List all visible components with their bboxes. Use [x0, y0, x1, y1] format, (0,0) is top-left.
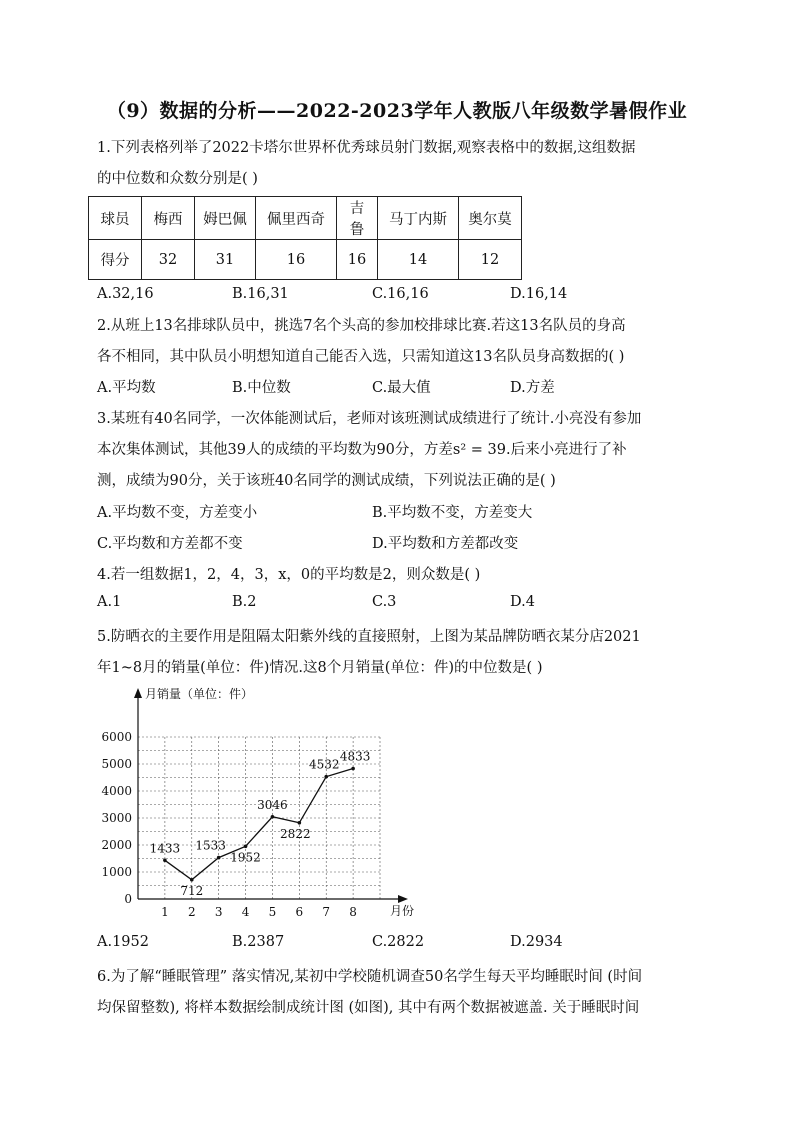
chart-axes — [134, 688, 408, 903]
table-cell: 31 — [195, 240, 256, 280]
table-cell: 佩里西奇 — [256, 197, 337, 240]
q5-option-a: A.1952 — [97, 934, 149, 950]
q2-option-b: B.中位数 — [232, 380, 291, 396]
table-cell: 吉鲁 — [337, 197, 378, 240]
q3-option-c: C.平均数和方差都不变 — [97, 536, 243, 552]
data-label: 3046 — [257, 797, 288, 812]
q3-text-line3: 测，成绩为90分，关于该班40名同学的测试成绩，下列说法正确的是( ) — [97, 473, 556, 489]
score-table — [88, 196, 522, 280]
data-point — [244, 844, 248, 848]
data-points — [163, 767, 355, 882]
data-point — [217, 856, 221, 860]
table-cell: 得分 — [89, 240, 142, 280]
sales-line-chart — [101, 684, 420, 924]
table-cell: 16 — [256, 240, 337, 280]
x-tick-label: 8 — [349, 905, 357, 919]
q2-text-line1: 2.从班上13名排球队员中，挑选7名个头高的参加校排球比赛.若这13名队员的身高 — [97, 318, 626, 334]
y-tick-label: 6000 — [101, 730, 132, 744]
table-cell: 马丁内斯 — [378, 197, 459, 240]
table-cell: 16 — [337, 240, 378, 280]
data-label: 1533 — [195, 838, 226, 853]
y-axis-label: 月销量（单位：件） — [145, 687, 254, 701]
table-cell: 12 — [459, 240, 522, 280]
y-tick-label: 4000 — [101, 784, 132, 798]
q1-option-b: B.16,31 — [232, 286, 289, 302]
data-label: 4532 — [308, 757, 340, 772]
y-tick-label: 0 — [124, 892, 132, 906]
data-point — [271, 815, 275, 819]
q3-option-b: B.平均数不变，方差变大 — [372, 505, 533, 521]
data-point — [324, 775, 328, 779]
q3-text-line1: 3.某班有40名同学，一次体能测试后，老师对该班测试成绩进行了统计.小亮没有参加 — [97, 411, 642, 427]
x-tick-label: 7 — [322, 905, 331, 919]
table-cell: 奥尔莫 — [459, 197, 522, 240]
x-tick-label: 5 — [268, 905, 277, 919]
x-tick-label: 4 — [241, 905, 250, 919]
data-point — [298, 821, 302, 825]
q2-option-a: A.平均数 — [97, 380, 156, 396]
data-labels — [150, 750, 371, 898]
q5-text-line1: 5.防晒衣的主要作用是阻隔太阳紫外线的直接照射，上图为某品牌防晒衣某分店2021 — [97, 629, 641, 645]
table-row — [89, 197, 522, 240]
y-tick-label: 3000 — [101, 811, 132, 825]
q3-text-line2: 本次集体测试，其他39人的成绩的平均数为90分，方差s² = 39.后来小亮进行了补 — [97, 442, 627, 458]
data-point — [351, 767, 355, 771]
q1-option-a: A.32,16 — [97, 286, 154, 302]
x-tick-label: 2 — [187, 905, 196, 919]
table-cell: 梅西 — [142, 197, 195, 240]
q5-option-c: C.2822 — [372, 934, 425, 950]
table-cell: 姆巴佩 — [195, 197, 256, 240]
q1-option-d: D.16,14 — [510, 286, 568, 302]
q3-option-a: A.平均数不变，方差变小 — [97, 505, 258, 521]
x-tick-label: 1 — [161, 905, 169, 919]
table-cell: 14 — [378, 240, 459, 280]
table-cell: 球员 — [89, 197, 142, 240]
x-tick-label: 3 — [214, 905, 223, 919]
q4-option-b: B.2 — [232, 594, 257, 610]
q4-option-a: A.1 — [97, 594, 122, 610]
x-tick-label: 6 — [295, 905, 304, 919]
q5-option-d: D.2934 — [510, 934, 563, 950]
q5-text-line2: 年1~8月的销量(单位：件)情况.这8个月销量(单位：件)的中位数是( ) — [97, 660, 543, 676]
y-tick-label: 5000 — [101, 757, 132, 771]
q4-option-c: C.3 — [372, 594, 397, 610]
data-label: 4833 — [339, 749, 371, 764]
y-tick-label: 1000 — [101, 865, 132, 879]
page-title: （9）数据的分析——2022-2023学年人教版八年级数学暑假作业 — [106, 100, 688, 122]
q3-option-d: D.平均数和方差都改变 — [372, 536, 519, 552]
q1-option-c: C.16,16 — [372, 286, 429, 302]
q1-text-line2: 的中位数和众数分别是( ) — [97, 171, 258, 187]
data-label: 1433 — [149, 841, 181, 856]
data-point — [190, 878, 194, 882]
q6-text-line2: 均保留整数), 将样本数据绘制成统计图 (如图), 其中有两个数据被遮盖. 关于睡眠时间 — [97, 1000, 640, 1016]
q6-text-line1: 6.为了解“睡眠管理” 落实情况,某初中学校随机调查50名学生每天平均睡眠时间 (时间 — [97, 969, 643, 985]
data-label: 1952 — [230, 850, 261, 865]
data-label: 712 — [180, 883, 204, 898]
q2-option-c: C.最大值 — [372, 380, 431, 396]
q1-text-line1: 1.下列表格列举了2022卡塔尔世界杯优秀球员射门数据,观察表格中的数据,这组数据 — [97, 140, 636, 156]
x-axis-label: 月份 — [390, 904, 415, 918]
y-axis-arrow — [134, 688, 142, 698]
q5-option-b: B.2387 — [232, 934, 285, 950]
q4-option-d: D.4 — [510, 594, 535, 610]
data-label: 2822 — [280, 826, 311, 841]
data-point — [163, 859, 167, 863]
x-axis-arrow — [398, 895, 408, 903]
q2-text-line2: 各不相同，其中队员小明想知道自己能否入选，只需知道这13名队员身高数据的( ) — [97, 349, 625, 365]
table-row — [89, 240, 522, 280]
q2-option-d: D.方差 — [510, 380, 555, 396]
q4-text-line1: 4.若一组数据1，2，4，3，x，0的平均数是2，则众数是( ) — [97, 567, 481, 583]
y-tick-label: 2000 — [101, 838, 132, 852]
table-cell: 32 — [142, 240, 195, 280]
